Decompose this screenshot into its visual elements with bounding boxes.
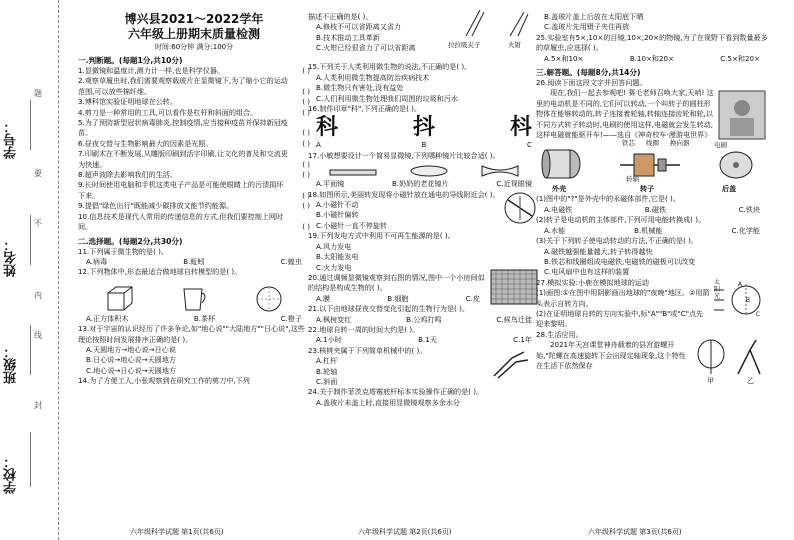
question-25: 25.实验室有5×,10×的目镜,10×,20×的物镜,为了在视野下看到数量最多的草履虫,应选择( )。	[536, 32, 768, 53]
seal-char: 要	[34, 169, 42, 178]
option[interactable]: B.轮轴	[316, 366, 338, 376]
reading-passage: 现在,我们一起去参观吧! 赛毛老师召唤大家,天哨! 这里的电动机是不同的,它们可以转动,一个叫转子的圆柱形物体在能够转动的,转子连接着轮轴,转轴连接齿轮和轮,以不同方式转子转动时,电刷的使用这样,电磁就会发生转动,这样电磁就能驱开车!——选自《神奇校车·漫游电世界》	[536, 88, 714, 140]
cell-micrograph-figure	[490, 269, 538, 305]
question-11: 11.下列属于微生物的是( )。	[78, 246, 169, 256]
binding-margin	[0, 0, 59, 540]
option[interactable]: C.电风扇中也有这样的装置	[544, 267, 630, 277]
option[interactable]: B.机械能	[634, 225, 663, 235]
id-blank-line[interactable]	[30, 100, 31, 150]
q12-figures	[78, 278, 310, 314]
teacup-figure	[179, 283, 209, 313]
option[interactable]: A.水能	[544, 225, 566, 235]
option[interactable]: C.皮	[465, 293, 480, 303]
name-blank-line[interactable]	[30, 215, 31, 265]
school-blank-line[interactable]	[30, 432, 31, 487]
option[interactable]: C.火钳已经很省力了可以省距离	[316, 43, 416, 53]
option[interactable]: C.候鸟迁徙	[496, 314, 532, 324]
page-footer: 六年级科学试题 第1页(共6页)	[130, 528, 224, 536]
q25-options	[536, 54, 768, 64]
option[interactable]: A.1小时	[316, 335, 342, 345]
stamp-char: 抖	[412, 114, 435, 141]
part-tag: 铁芯	[622, 139, 635, 148]
motor-housing-figure	[540, 146, 584, 182]
question-27: 27.模拟实验:小鹿在模拟地球的运动	[536, 277, 649, 287]
answer-blank[interactable]: ( )	[302, 159, 310, 169]
sunlight-label: 太	[713, 279, 720, 287]
option[interactable]: B	[421, 140, 427, 150]
sunlight-label: 光	[713, 293, 720, 301]
option[interactable]: C.小磁针一直不停旋转	[316, 220, 388, 230]
q11-options	[78, 257, 310, 267]
option[interactable]: A.平面镜	[316, 179, 345, 189]
question-28-text: 2021年天宫课堂神舟载着的县宫游螺开始,"陀螺在高速旋转下会出现定轴现象,这个特性在生活下依然保存	[536, 340, 686, 370]
judge-item: 7.印刷术在不断发展,从雕版印刷到活字印刷,让文化的普及和交流更为快速。 ( )	[78, 149, 310, 169]
option[interactable]: B.奶奶的老花镜片	[391, 179, 449, 189]
question-27-1: (1)画图:①在图中用阴影画出地球的"夜晚"地区。②用箭头表示自转方向。	[536, 288, 710, 308]
seal-char: 线	[34, 331, 42, 340]
option[interactable]: C.1年	[513, 335, 532, 345]
option[interactable]: C.盖玻片先用镊子夹住再放	[544, 22, 630, 32]
question-23: 23.核桃夹属于下列简单机械中的( )。	[308, 345, 427, 355]
seal-char: 题	[34, 89, 42, 98]
option[interactable]: A.磁铁越强能量越大,转子转得越快	[544, 246, 653, 256]
option[interactable]: A.天圆地方→地心说→日心说	[86, 344, 176, 354]
gyroscope-figure	[694, 338, 728, 376]
exam-subtitle: 六年级上册期末质量检测	[127, 27, 260, 41]
option[interactable]: C.地心说→日心说→天圆地方	[86, 365, 177, 375]
answer-blank[interactable]: ( )	[302, 128, 310, 138]
option[interactable]: C	[527, 140, 532, 150]
section-1-title: 一.判断题。(每题1分,共10分)	[78, 56, 183, 65]
option[interactable]: C.5×和20×	[720, 53, 760, 63]
figure-caption: 后盖	[722, 184, 737, 194]
figure-caption: 拉拉吸夹子	[448, 41, 481, 50]
option[interactable]: B.技术推动工具革新	[316, 32, 380, 42]
orange-figure	[254, 283, 284, 313]
page-footer: 六年级科学试题 第2页(共6页)	[358, 528, 452, 536]
question-20: 20.通过调频显微镜观察到右图的情况,图中一个小房间似的结构是构成生物的( )。	[308, 272, 485, 293]
judge-item: 9.长时间使用电脑和手机这类电子产品是可能使眼睛上的污渍损坏下来。 ( )	[78, 180, 310, 200]
seal-char: 不	[34, 219, 42, 228]
option[interactable]: A.风力发电	[316, 241, 352, 251]
figure-caption: 乙	[747, 377, 754, 386]
judge-item: 5.为了预防新型冠状病毒肺炎,控制疫情,应当接种疫苗并保持新冠疫苗。 ( )	[78, 118, 310, 138]
q20-block	[308, 273, 540, 304]
page-3-column	[536, 12, 768, 386]
judge-item: 2.观察草履虫时,我们需要观察载玻片在显微镜下,为了缩小它的运动范围,可以放些棉纤维。 ( )	[78, 76, 310, 96]
q17-figures	[308, 161, 540, 179]
option[interactable]: B.公鸡打鸣	[406, 314, 442, 324]
motor-parts-figure	[536, 140, 768, 194]
motor-cover-figure	[716, 150, 756, 180]
question-12: 12.下列物体中,形态最适合做地球自转模型的是( )。	[78, 267, 242, 277]
page-2-column	[308, 12, 540, 408]
compass-wire-figure	[502, 190, 538, 226]
option[interactable]: B.盖玻片盖上后放在太阳底下晒	[544, 12, 644, 21]
class-blank-line[interactable]	[30, 325, 31, 375]
part-tag: 线圈	[646, 139, 659, 148]
q12-options	[78, 314, 310, 324]
option[interactable]: B.日心说→地心说→天圆地方	[86, 355, 176, 365]
option[interactable]: C.蝗虫	[280, 256, 302, 266]
student-id-label: 学号：	[4, 120, 19, 159]
q16-options	[308, 140, 540, 150]
flat-mirror-figure	[328, 166, 378, 178]
question-28: 28.生活应用。	[536, 329, 583, 339]
option[interactable]: A.膜	[316, 293, 331, 303]
answer-blank[interactable]: ( )	[302, 97, 310, 107]
teacher-photo	[718, 90, 766, 140]
question-15: 15.下列关于人类利用微生物的说法,不正确的是( )。	[308, 62, 472, 72]
question-16: 16.制作印章"科",下列正确的是( )。	[308, 104, 421, 114]
q26-passage-block	[536, 88, 768, 140]
option[interactable]: C.近视眼镜	[496, 179, 532, 189]
question-19: 19.下列发电方式中利用不可再生能源的是( )。	[308, 231, 455, 241]
exam-meta: 时间:60分钟 满分:100分	[154, 43, 234, 51]
answer-blank[interactable]: ( )	[302, 201, 310, 211]
question-26-2: (2)转子是电动机的主体部件,下列可用电能转换成( )。	[536, 215, 706, 225]
part-tag: 电刷	[714, 141, 727, 150]
option[interactable]: A.修枝不可以省距离又省力	[316, 22, 402, 32]
section-3-title: 三.解答题。(每题8分,共14分)	[536, 68, 641, 78]
figure-caption: 甲	[707, 377, 714, 386]
judge-item: 8.超声波除去影响我们的生活。 ( )	[78, 170, 310, 180]
q14-block	[308, 22, 540, 62]
figure-caption: 转子	[640, 184, 655, 194]
option[interactable]: C.橙子	[280, 313, 302, 323]
convex-lens-figure	[409, 164, 449, 178]
question-24: 24.关于制作菲茨克塔霉底杆标本实验操作正确的是( )。	[308, 387, 484, 397]
sunlight-label: 阳	[713, 286, 720, 294]
answer-blank[interactable]: ( )	[302, 138, 310, 148]
judge-item: 1.显微镜和温度计,测力计一样,也是科学仪器。 ( )	[78, 66, 310, 75]
judge-item: 6.昼夜交替与生物影响最大的因素是光照。 ( )	[78, 138, 310, 148]
option[interactable]: A.枫树变红	[316, 314, 352, 324]
stamp-char: 枓	[509, 114, 532, 141]
option[interactable]: B.茶杯	[193, 313, 216, 323]
answer-blank[interactable]: ( )	[302, 170, 310, 180]
seal-char: 封	[34, 401, 42, 410]
question-14: 14.为了方便工人,小张观察到在研究工作的剪刀中,下列	[78, 376, 250, 386]
question-26-1: (1)图中的"?"是外壳中的永磁体部件,它是( )。	[536, 194, 680, 204]
judge-item: 9.提倡"绿色出行"既能减少碳排放又能节约能源。 ( )	[78, 201, 310, 211]
question-26: 26.阅读下面这段文字并回答问题。	[536, 78, 647, 88]
answer-blank[interactable]: ( )	[302, 190, 310, 200]
section-2-title: 二.选择题。(每题2分,共30分)	[78, 236, 183, 246]
question-21: 21.以下由地球昼夜交替变化引起的生物行为是( )。	[308, 304, 469, 314]
option[interactable]: C.火力发电	[316, 262, 352, 272]
cube-figure	[104, 283, 134, 313]
pliers-figure	[732, 338, 766, 376]
answer-blank[interactable]: ( )	[302, 66, 310, 75]
tongs-figure	[458, 8, 538, 38]
school-label: 学校：	[4, 455, 19, 494]
option[interactable]: A.正方体积木	[86, 313, 129, 323]
option[interactable]: C.斜面	[316, 376, 338, 386]
option[interactable]: B.磁铁	[644, 204, 667, 214]
point-label: B	[745, 297, 750, 305]
option[interactable]: A.5×和10×	[544, 53, 584, 63]
q16-stamps	[308, 114, 540, 140]
option[interactable]: A.人类利用微生物提高防治疾病技术	[316, 72, 430, 82]
part-tag: 转轴	[626, 175, 639, 184]
option[interactable]: C.化学能	[731, 225, 760, 235]
part-tag: 换向器	[670, 139, 690, 148]
question-27-2: (2)在证明地球自转的方向实验中,标"A""B"或"C"点先迎来黎明。	[536, 308, 704, 329]
nutcracker-figure	[490, 348, 530, 380]
judge-item: 10.信息技术是现代人常用的传递信息的方式,但我们要控制上网时间。 ( )	[78, 211, 310, 232]
option[interactable]: B.10×和20×	[629, 53, 674, 63]
option[interactable]: A	[316, 140, 321, 150]
question-22: 22.地球自转一周的时间大约是( )。	[308, 324, 420, 334]
q23-block	[308, 346, 540, 388]
question-13: 13.对于宇宙的认识经历了许多争论,如"地心说""大陆地方""日心说",这些理论按照时间发展排序正确的是( )。	[78, 324, 305, 344]
judge-item: 3.博科馆实验证明地球在公转。 ( )	[78, 97, 310, 107]
q26-1-options	[536, 205, 768, 215]
option[interactable]: B.小磁针偏转	[316, 210, 359, 220]
option[interactable]: A.盖玻片未盖上时,直接用显微镜观察多余水分	[316, 397, 461, 407]
exam-title: 博兴县2021～2022学年	[124, 12, 264, 26]
answer-blank[interactable]: ( )	[302, 86, 310, 96]
option[interactable]: A.小磁针不动	[316, 200, 359, 210]
point-label: C	[755, 311, 760, 319]
name-label: 姓名：	[4, 238, 19, 277]
option[interactable]: B.微生物只有害处,没有益处	[316, 83, 404, 93]
answer-blank[interactable]: ( )	[302, 222, 310, 232]
option[interactable]: B.太阳能发电	[316, 252, 359, 262]
option[interactable]: B.1天	[418, 335, 437, 345]
q22-options	[308, 335, 540, 345]
q18-block	[308, 190, 540, 232]
q28-block	[536, 340, 768, 386]
q17-options	[308, 179, 540, 189]
class-label: 班级：	[4, 345, 19, 384]
option[interactable]: B.蚯蚓	[183, 256, 205, 266]
q26-2-options	[536, 226, 768, 236]
judge-item: 4.剪刀是一种常用的工具,可以看作是杠杆和斜面的组合。 ( )	[78, 107, 310, 117]
answer-blank[interactable]: ( )	[302, 107, 310, 117]
point-label: A	[737, 281, 742, 289]
concave-lens-figure	[480, 164, 520, 178]
seal-char: 内	[34, 291, 42, 300]
option[interactable]: C.铁块	[738, 204, 760, 214]
page-footer: 六年级科学试题 第3页(共6页)	[588, 528, 682, 536]
figure-caption: 外壳	[552, 184, 567, 194]
question-26-3: (3)关于下列转子使电动转动的方法,不正确的是( )。	[536, 236, 698, 246]
question-17: 17.小敏想要设计一个简易显微镜,下列哪种镜片比较合适( )。	[308, 150, 500, 160]
option[interactable]: B.铁芯和线圈组成电磁铁,电磁铁的磁极可以改变	[544, 256, 696, 266]
option[interactable]: C.人们利用微生物处理我们周围的垃圾和污水	[316, 93, 458, 103]
q21-options	[308, 315, 540, 325]
figure-caption: 火钳	[508, 41, 521, 50]
option[interactable]: A.电磁铁	[544, 204, 573, 214]
option[interactable]: B.细胞	[387, 293, 409, 303]
question-14-cont: 描述不正确的是( )。	[308, 12, 373, 21]
option[interactable]: A.病毒	[86, 256, 108, 266]
page-1-column	[78, 12, 310, 387]
option[interactable]: A.杠杆	[316, 356, 338, 366]
question-18: 18.如图所示,美丽转发现将小磁针放在通电的导线附近会( )。	[308, 189, 500, 199]
stamp-char: 科	[316, 114, 339, 141]
